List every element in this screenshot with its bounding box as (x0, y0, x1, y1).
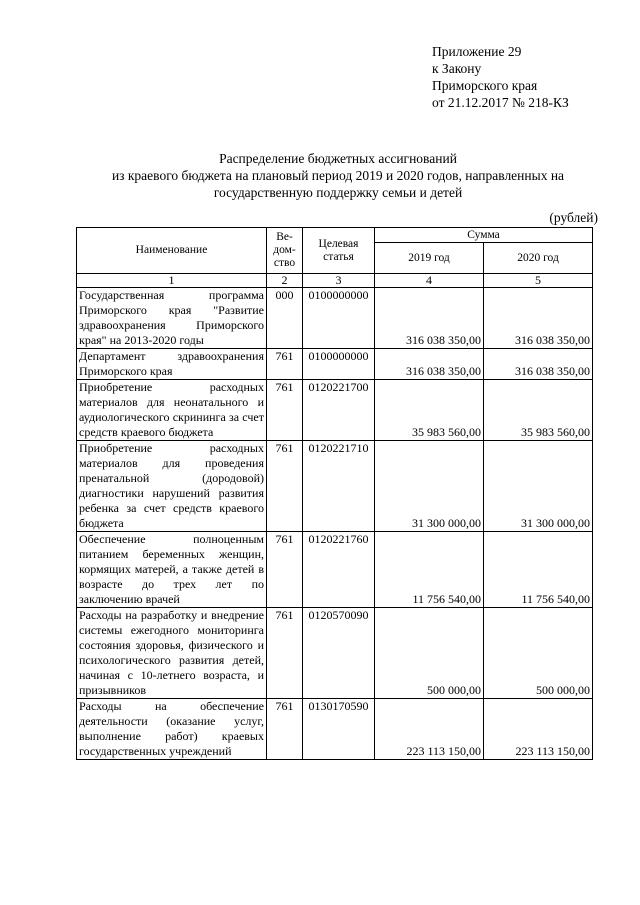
row-name: Обеспечение полноценным питанием беременных женщин, кормящих матерей, а также детей в возрасте до трех лет по заключению врачей (77, 532, 267, 608)
title-line: из краевого бюджета на плановый период 2019 и 2020 годов, направленных на (111, 168, 565, 183)
table-row (77, 380, 593, 441)
table-row (77, 288, 593, 349)
row-name: Приобретение расходных материалов для неонатального и аудиологического скрининга за счет средств краевого бюджета (77, 380, 267, 441)
row-department: 761 (267, 441, 303, 532)
header-dept-line: Ве- (276, 231, 293, 243)
row-name: Приобретение расходных материалов для проведения пренатальной (дородовой) диагностики нарушений развития ребенка за счет средств краевого бюджета (77, 441, 267, 532)
appendix-block (432, 43, 569, 111)
appendix-line: Приложение 29 (432, 44, 522, 59)
appendix-line: от 21.12.2017 № 218-КЗ (432, 95, 569, 110)
units-label: (рублей) (549, 210, 598, 225)
column-number: 2 (267, 274, 303, 288)
row-name: Департамент здравоохранения Приморского края (77, 349, 267, 380)
table-row (77, 349, 593, 380)
column-number: 1 (77, 274, 267, 288)
column-number: 5 (484, 274, 593, 288)
row-amount-2020: 316 038 350,00 (484, 288, 593, 349)
header-target-article (303, 228, 375, 274)
row-amount-2019: 31 300 000,00 (375, 441, 484, 532)
row-target-article: 0120221700 (303, 380, 375, 441)
row-target-article: 0120221760 (303, 532, 375, 608)
row-department: 761 (267, 532, 303, 608)
row-target-article: 0120570090 (303, 608, 375, 699)
row-amount-2019: 11 756 540,00 (375, 532, 484, 608)
row-name: Расходы на разработку и внедрение системы ежегодного мониторинга состояния здоровья, физического и психологического развития детей, начиная с 10-летнего возраста, и призывников (77, 608, 267, 699)
row-target-article: 0120221710 (303, 441, 375, 532)
title-line: Распределение бюджетных ассигнований (219, 151, 457, 166)
row-amount-2020: 500 000,00 (484, 608, 593, 699)
table-row (77, 441, 593, 532)
row-amount-2020: 31 300 000,00 (484, 441, 593, 532)
column-number: 4 (375, 274, 484, 288)
row-target-article: 0100000000 (303, 288, 375, 349)
row-target-article: 0100000000 (303, 349, 375, 380)
header-department (267, 228, 303, 274)
row-name: Расходы на обеспечение деятельности (оказание услуг, выполнение работ) краевых государственных учреждений (77, 699, 267, 760)
row-department: 761 (267, 380, 303, 441)
row-amount-2019: 223 113 150,00 (375, 699, 484, 760)
row-target-article: 0130170590 (303, 699, 375, 760)
header-year-2020: 2020 год (484, 243, 593, 274)
row-amount-2020: 35 983 560,00 (484, 380, 593, 441)
header-sum: Сумма (375, 228, 593, 243)
row-amount-2019: 316 038 350,00 (375, 349, 484, 380)
row-amount-2019: 500 000,00 (375, 608, 484, 699)
header-article-line: статья (323, 250, 354, 263)
title-line: государственную поддержку семьи и детей (213, 185, 463, 200)
table-row (77, 532, 593, 608)
row-department: 761 (267, 349, 303, 380)
row-department: 000 (267, 288, 303, 349)
table-row (77, 608, 593, 699)
row-name: Государственная программа Приморского края "Развитие здравоохранения Приморского края" на 2013-2020 годы (77, 288, 267, 349)
row-amount-2020: 223 113 150,00 (484, 699, 593, 760)
document-title (60, 150, 616, 201)
row-department: 761 (267, 608, 303, 699)
appendix-line: к Закону (432, 61, 482, 76)
row-amount-2019: 35 983 560,00 (375, 380, 484, 441)
header-article-line: Целевая (318, 237, 359, 250)
header-dept-line: дом- (273, 244, 296, 256)
row-department: 761 (267, 699, 303, 760)
header-name: Наименование (77, 228, 267, 274)
appendix-line: Приморского края (432, 78, 538, 93)
header-year-2019: 2019 год (375, 243, 484, 274)
row-amount-2019: 316 038 350,00 (375, 288, 484, 349)
header-dept-line: ство (273, 257, 296, 269)
table-row (77, 699, 593, 760)
row-amount-2020: 316 038 350,00 (484, 349, 593, 380)
column-number: 3 (303, 274, 375, 288)
budget-table (76, 227, 593, 760)
row-amount-2020: 11 756 540,00 (484, 532, 593, 608)
